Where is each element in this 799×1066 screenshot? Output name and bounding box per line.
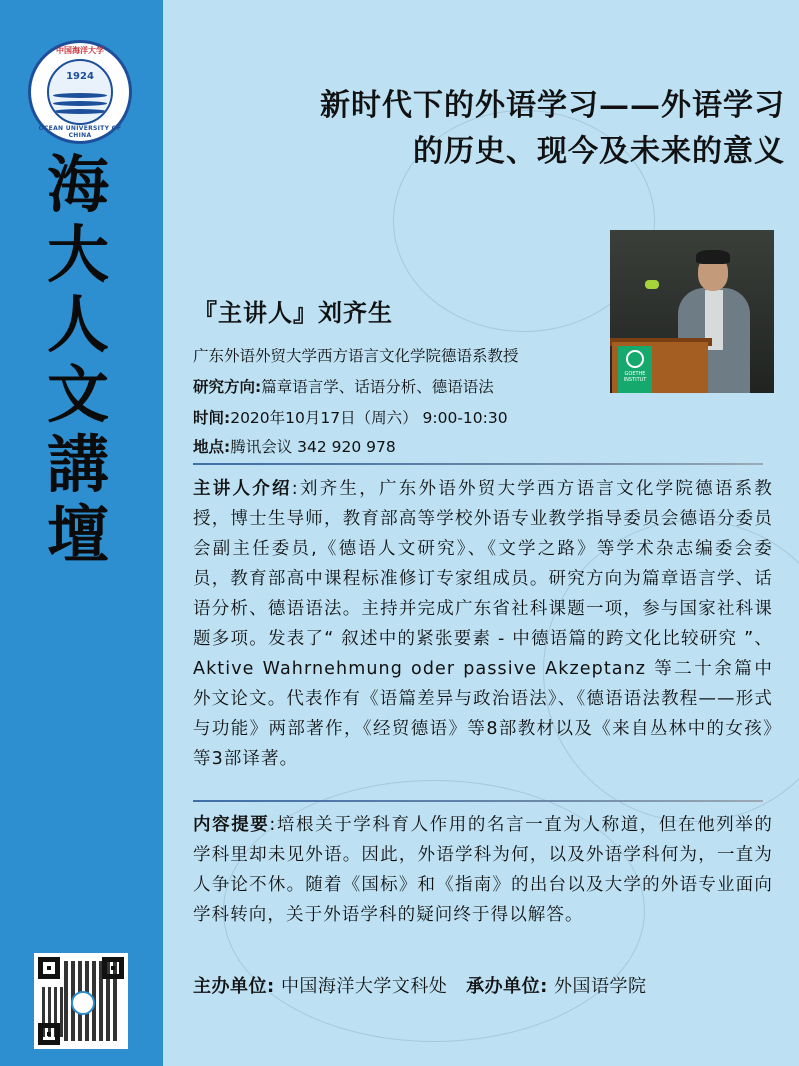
divider [193,800,763,802]
co-organizer-label: 承办单位: [466,976,548,997]
speaker-position: 广东外语外贸大学西方语言文化学院德语系教授 [193,347,519,365]
place-label: 地点: [193,438,231,456]
lecture-title-line2: 的历史、现今及未来的意义 [413,134,785,169]
host-value: 中国海洋大学文科处 [280,976,448,997]
poster-main [163,0,799,1066]
title-char: 壇 [46,498,109,571]
speaker-heading [193,293,393,328]
title-char: 文 [46,358,109,431]
co-organizer-value: 外国语学院 [554,976,647,997]
logo-wave-icon [53,93,107,98]
time-value: 2020年10月17日（周六） 9:00-10:30 [230,409,508,427]
logo-wave-icon [53,109,107,114]
content-summary [193,810,773,930]
intro-label: 主讲人介绍 [193,479,292,499]
speaker-photo [610,230,774,393]
goethe-logo-icon [626,350,644,368]
summary-label: 内容提要 [193,815,270,835]
event-time [193,406,508,428]
qr-logo [71,991,95,1015]
title-char: 講 [46,428,109,501]
title-char: 海 [46,148,109,221]
intro-text: :刘齐生，广东外语外贸大学西方语言文化学院德语系教授，博士生导师，教育部高等学校外语专业教学指导委员会德语分委员会副主任委员,《德语人文研究》、《文学之路》等学术杂志编委会委员，教育部高中课程标准修订专家组成员。研究方向为篇章语言学、话语分析、德语语法。主持并完成广东省社科课题一项，参与国家社科课题多项。发表了“ 叙述中的紧张要素 - 中德语篇的跨文化比较研究 ”、Aktive Wahrnehmung oder passive Akzeptanz 等二十余篇中外文论文。代表作有《语篇差异与政治语法》、《德语语法教程——形式与功能》两部著作，《经贸德语》等8部教材以及《来自丛林中的女孩》等3部译著。 [193,479,773,769]
logo-cn-text: 中国海洋大学 [56,46,104,55]
time-label: 时间: [193,409,231,427]
microphone-icon [645,280,659,289]
qr-finder [38,1023,60,1045]
speaker-name: 刘齐生 [318,298,393,327]
speaker-label: 『主讲人』 [193,298,318,327]
divider [193,463,763,465]
lecture-series-title [38,150,118,570]
speaker-intro [193,474,773,774]
research-direction [193,375,494,397]
photo-speaker-hair [696,250,730,264]
university-logo [28,40,132,144]
host-label: 主办单位: [193,976,275,997]
lecture-title-line1: 新时代下的外语学习——外语学习 [320,88,785,123]
goethe-sign-text: GOETHE INSTITUT [623,371,647,383]
place-value: 腾讯会议 342 920 978 [230,438,396,456]
logo-year: 1924 [66,71,94,82]
research-value: 篇章语言学、话语分析、德语语法 [261,378,494,396]
logo-emblem [47,59,113,125]
qr-code-icon[interactable] [34,953,128,1049]
organizers [193,972,647,998]
logo-en-text: OCEAN UNIVERSITY OF CHINA [38,125,122,139]
logo-wave-icon [53,101,107,106]
qr-finder [38,957,60,979]
qr-finder [102,957,124,979]
title-char: 人 [46,288,109,361]
event-place [193,435,396,457]
summary-text: :培根关于学科育人作用的名言一直为人称道，但在他列举的学科里却未见外语。因此，外语学科为何，以及外语学科何为，一直为人争论不休。随着《国标》和《指南》的出台以及大学的外语专业面向学科转向，关于外语学科的疑问终于得以解答。 [193,815,773,925]
sidebar [0,0,163,1066]
title-char: 大 [46,218,109,291]
research-label: 研究方向: [193,378,262,396]
